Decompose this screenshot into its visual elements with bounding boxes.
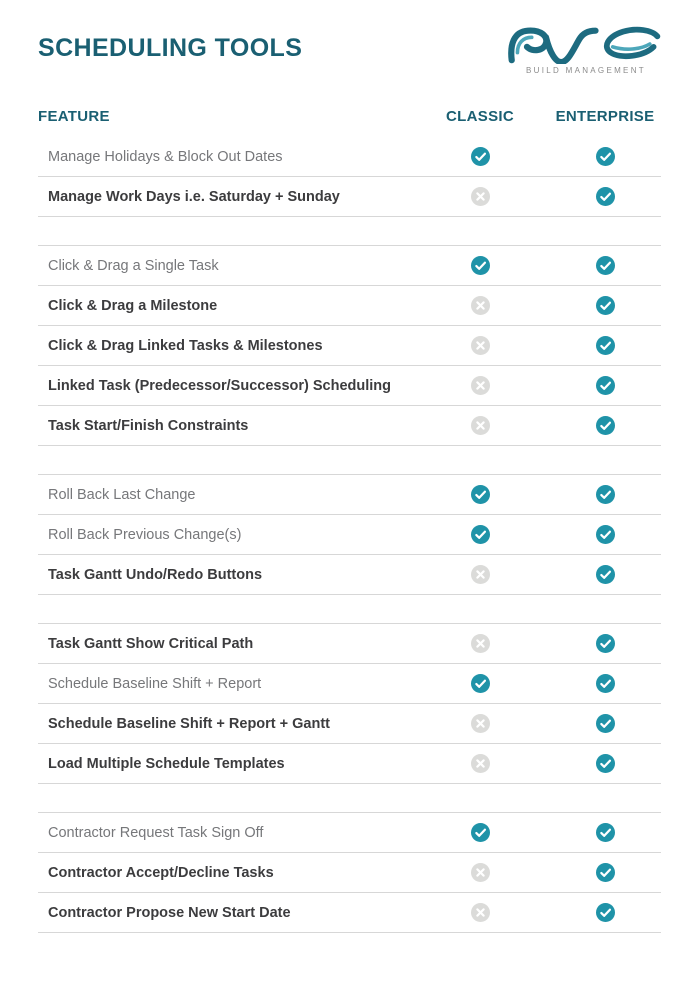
- feature-label: Roll Back Last Change: [48, 486, 196, 503]
- check-icon: [596, 754, 615, 773]
- cross-icon: [471, 754, 490, 773]
- feature-label: Manage Work Days i.e. Saturday + Sunday: [48, 188, 340, 205]
- check-icon: [596, 714, 615, 733]
- classic-mark: [411, 187, 549, 206]
- feature-label: Task Gantt Show Critical Path: [48, 635, 254, 652]
- table-row: [38, 744, 661, 784]
- table-row: [38, 624, 661, 664]
- table-row: [38, 475, 661, 515]
- table-row: [38, 326, 661, 366]
- enterprise-mark: [549, 634, 661, 653]
- feature-label: Contractor Propose New Start Date: [48, 904, 291, 921]
- classic-mark: [411, 296, 549, 315]
- table-row: [38, 406, 661, 446]
- enterprise-mark: [549, 823, 661, 842]
- enterprise-mark: [549, 416, 661, 435]
- enterprise-mark: [549, 903, 661, 922]
- table-row: [38, 515, 661, 555]
- page-title: SCHEDULING TOOLS: [38, 34, 303, 62]
- table-row: [38, 177, 661, 217]
- table-row: [38, 246, 661, 286]
- check-icon: [596, 416, 615, 435]
- enterprise-mark: [549, 187, 661, 206]
- check-icon: [471, 674, 490, 693]
- check-icon: [596, 674, 615, 693]
- feature-label: Contractor Request Task Sign Off: [48, 824, 264, 841]
- check-icon: [596, 634, 615, 653]
- check-icon: [596, 863, 615, 882]
- check-icon: [471, 525, 490, 544]
- check-icon: [596, 903, 615, 922]
- column-header-classic: CLASSIC: [446, 108, 514, 125]
- enterprise-mark: [549, 296, 661, 315]
- check-icon: [596, 336, 615, 355]
- cross-icon: [471, 634, 490, 653]
- table-row: [38, 555, 661, 595]
- feature-label: Manage Holidays & Block Out Dates: [48, 148, 283, 165]
- table-row: [38, 893, 661, 933]
- feature-label: Click & Drag a Single Task: [48, 257, 219, 274]
- classic-mark: [411, 754, 549, 773]
- classic-mark: [411, 863, 549, 882]
- table-row: [38, 366, 661, 406]
- check-icon: [596, 485, 615, 504]
- cross-icon: [471, 903, 490, 922]
- check-icon: [596, 823, 615, 842]
- cross-icon: [471, 565, 490, 584]
- feature-label: Task Start/Finish Constraints: [48, 417, 249, 434]
- reve-logo-icon: [505, 24, 667, 64]
- check-icon: [596, 187, 615, 206]
- enterprise-mark: [549, 256, 661, 275]
- spacer-row: [38, 595, 661, 624]
- check-icon: [596, 565, 615, 584]
- check-icon: [596, 296, 615, 315]
- table-row: [38, 704, 661, 744]
- cross-icon: [471, 336, 490, 355]
- enterprise-mark: [549, 376, 661, 395]
- cross-icon: [471, 376, 490, 395]
- cross-icon: [471, 187, 490, 206]
- check-icon: [596, 376, 615, 395]
- enterprise-mark: [549, 147, 661, 166]
- feature-label: Schedule Baseline Shift + Report + Gantt: [48, 715, 331, 732]
- classic-mark: [411, 256, 549, 275]
- brand-logo: [505, 24, 667, 75]
- brand-tagline: BUILD MANAGEMENT: [526, 66, 646, 75]
- enterprise-mark: [549, 336, 661, 355]
- column-header-feature: FEATURE: [38, 108, 110, 125]
- enterprise-mark: [549, 714, 661, 733]
- cross-icon: [471, 863, 490, 882]
- classic-mark: [411, 565, 549, 584]
- enterprise-mark: [549, 754, 661, 773]
- feature-label: Click & Drag a Milestone: [48, 297, 218, 314]
- enterprise-mark: [549, 674, 661, 693]
- check-icon: [471, 485, 490, 504]
- classic-mark: [411, 714, 549, 733]
- check-icon: [471, 256, 490, 275]
- classic-mark: [411, 674, 549, 693]
- feature-label: Load Multiple Schedule Templates: [48, 755, 285, 772]
- enterprise-mark: [549, 863, 661, 882]
- classic-mark: [411, 376, 549, 395]
- feature-label: Task Gantt Undo/Redo Buttons: [48, 566, 263, 583]
- feature-label: Click & Drag Linked Tasks & Milestones: [48, 337, 323, 354]
- spacer-row: [38, 217, 661, 246]
- check-icon: [471, 147, 490, 166]
- cross-icon: [471, 296, 490, 315]
- classic-mark: [411, 147, 549, 166]
- feature-label: Linked Task (Predecessor/Successor) Scheduling: [48, 377, 392, 394]
- enterprise-mark: [549, 485, 661, 504]
- enterprise-mark: [549, 565, 661, 584]
- check-icon: [471, 823, 490, 842]
- table-row: [38, 286, 661, 326]
- classic-mark: [411, 634, 549, 653]
- table-row: [38, 664, 661, 704]
- check-icon: [596, 147, 615, 166]
- classic-mark: [411, 485, 549, 504]
- column-header-enterprise: ENTERPRISE: [555, 108, 655, 125]
- check-icon: [596, 525, 615, 544]
- cross-icon: [471, 416, 490, 435]
- table-row: [38, 137, 661, 177]
- feature-label: Schedule Baseline Shift + Report: [48, 675, 262, 692]
- classic-mark: [411, 336, 549, 355]
- feature-table: [38, 137, 661, 933]
- check-icon: [596, 256, 615, 275]
- table-row: [38, 813, 661, 853]
- feature-label: Contractor Accept/Decline Tasks: [48, 864, 274, 881]
- spacer-row: [38, 784, 661, 813]
- cross-icon: [471, 714, 490, 733]
- classic-mark: [411, 823, 549, 842]
- classic-mark: [411, 525, 549, 544]
- table-header: [38, 108, 661, 125]
- classic-mark: [411, 903, 549, 922]
- enterprise-mark: [549, 525, 661, 544]
- classic-mark: [411, 416, 549, 435]
- table-row: [38, 853, 661, 893]
- spacer-row: [38, 446, 661, 475]
- feature-label: Roll Back Previous Change(s): [48, 526, 242, 543]
